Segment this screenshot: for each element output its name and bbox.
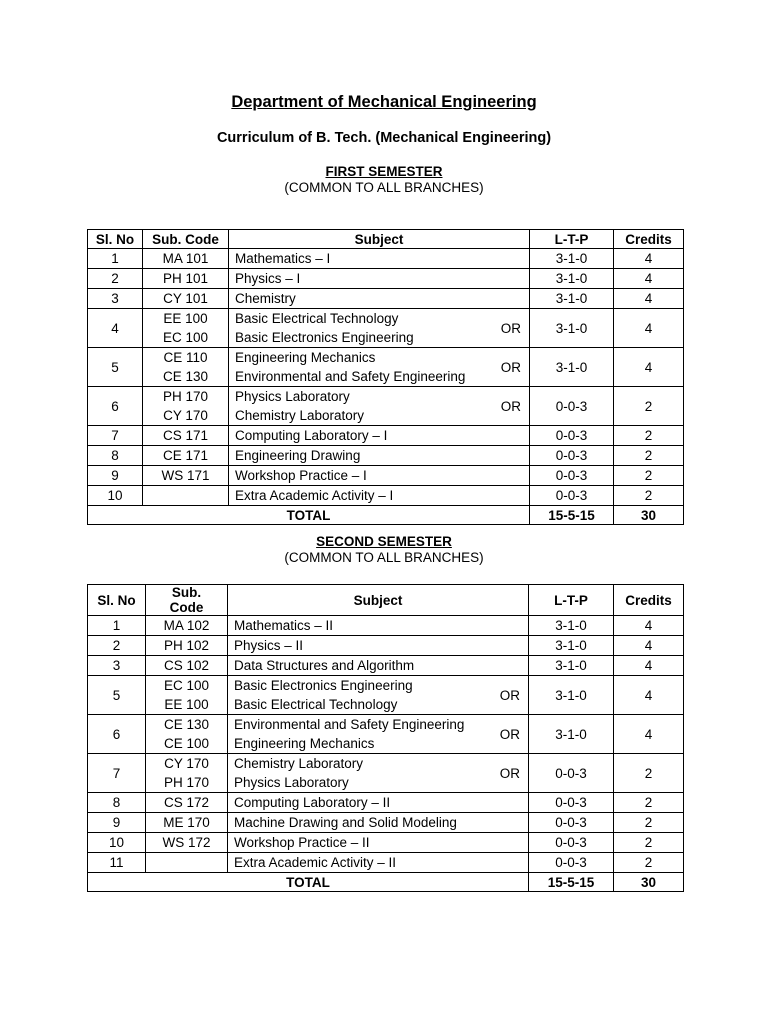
sub-code-cell [146,676,228,715]
subject-name: Basic Electronics Engineering [234,678,413,693]
header-sub-code-top: Sub. [171,585,202,600]
sub-code [146,853,227,872]
credits-cell: 2 [614,754,684,793]
table-row [88,486,684,506]
sub-code: CS 172 [163,795,210,810]
sub-code-cell [143,446,229,466]
subject-cell [228,813,529,833]
subject-name: Physics Laboratory [235,389,350,404]
sub-code: WS 172 [162,835,211,850]
sl-no-cell: 2 [88,636,146,656]
ltp-cell: 0-0-3 [529,813,614,833]
credits-cell: 2 [614,833,684,853]
subject-cell [228,853,529,873]
sub-code-cell [146,616,228,636]
subject-cell [228,715,529,754]
header-credits: Credits [614,585,684,616]
credits-cell: 4 [614,289,684,309]
table-row [88,616,684,636]
sl-no-cell: 8 [88,793,146,813]
subject-name: Basic Electronics Engineering [235,330,414,345]
header-subject: Subject [229,230,530,249]
ltp-cell: 0-0-3 [530,446,614,466]
ltp-cell: 3-1-0 [529,715,614,754]
semester-1-table [87,229,684,525]
or-label: OR [499,688,520,703]
subject-cell [228,754,529,793]
table-row [88,813,684,833]
sub-code-cell [143,249,229,269]
table-row [88,754,684,793]
sub-code: CS 171 [162,428,209,443]
subject-cell [229,269,530,289]
or-label: OR [499,766,520,781]
subject-name: Mathematics – II [234,618,334,633]
table-header-row [88,585,684,616]
table-row [88,676,684,715]
subject-name: Engineering Mechanics [235,350,376,365]
sub-code: PH 102 [163,638,210,653]
sub-code-cell [143,348,229,387]
subject-name: Computing Laboratory – I [235,428,388,443]
table-row [88,656,684,676]
sub-code: CE 130 [162,369,209,384]
or-label: OR [500,360,521,375]
subject-cell [229,426,530,446]
subject-name: Computing Laboratory – II [234,795,391,810]
semester-2-note: (COMMON TO ALL BRANCHES) [284,550,484,565]
total-label: TOTAL [88,873,529,892]
ltp-cell: 3-1-0 [530,348,614,387]
sub-code: EE 100 [164,697,209,712]
sub-code: PH 101 [162,271,209,286]
subject-name: Environmental and Safety Engineering [235,369,466,384]
sub-code-cell [143,309,229,348]
ltp-cell: 0-0-3 [530,426,614,446]
sub-code: EE 100 [163,311,208,326]
sub-code: CE 100 [163,736,210,751]
subject-name: Engineering Mechanics [234,736,375,751]
ltp-cell: 0-0-3 [529,754,614,793]
sub-code: CY 101 [163,291,208,306]
subject-name: Data Structures and Algorithm [234,658,415,673]
total-label: TOTAL [88,506,530,525]
subject-cell [229,486,530,506]
subject-cell [228,676,529,715]
or-label: OR [500,399,521,414]
sub-code: WS 171 [161,468,210,483]
or-label: OR [500,321,521,336]
credits-cell: 4 [614,269,684,289]
ltp-cell: 0-0-3 [529,853,614,873]
credits-cell: 4 [614,656,684,676]
table-row [88,348,684,387]
table-row [88,426,684,446]
page-subtitle: Curriculum of B. Tech. (Mechanical Engineering) [216,130,552,146]
subject-name: Chemistry [235,291,296,306]
semester-2-table [87,584,684,892]
subject-name: Physics – I [235,271,301,286]
sub-code-cell [146,813,228,833]
header-sub-code [146,585,228,616]
subject-name: Workshop Practice – II [234,835,370,850]
semester-1-heading: FIRST SEMESTER [325,164,443,179]
credits-cell: 4 [614,636,684,656]
ltp-cell: 3-1-0 [529,636,614,656]
subject-cell [229,446,530,466]
sub-code: MA 102 [163,618,210,633]
sub-code-cell [146,656,228,676]
sl-no-cell: 8 [88,446,143,466]
credits-cell: 2 [614,793,684,813]
sl-no-cell: 7 [88,426,143,446]
subject-cell [229,289,530,309]
subject-cell [228,616,529,636]
ltp-cell: 3-1-0 [530,269,614,289]
sub-code: CY 170 [163,408,208,423]
sub-code-cell [143,387,229,426]
sl-no-cell: 3 [88,289,143,309]
header-ltp: L-T-P [530,230,614,249]
sub-code-cell [146,715,228,754]
sub-code: CS 102 [163,658,210,673]
credits-cell: 4 [614,309,684,348]
header-sub-code: Sub. Code [143,230,229,249]
credits-cell: 2 [614,466,684,486]
header-sub-code-bottom: Code [169,600,204,615]
table-row [88,446,684,466]
subject-name: Basic Electrical Technology [235,311,399,326]
table-row [88,793,684,813]
sub-code: CE 110 [163,350,208,365]
sub-code: CE 171 [162,448,209,463]
semester-1-body [88,249,684,525]
sl-no-cell: 5 [88,348,143,387]
table-row [88,715,684,754]
credits-cell: 4 [614,676,684,715]
sl-no-cell: 4 [88,309,143,348]
header-subject: Subject [228,585,529,616]
header-ltp: L-T-P [529,585,614,616]
table-row [88,636,684,656]
subject-name: Extra Academic Activity – II [234,855,397,870]
sub-code-cell [146,833,228,853]
semester-2-body [88,616,684,892]
ltp-cell: 0-0-3 [529,793,614,813]
or-label: OR [499,727,520,742]
subject-name: Chemistry Laboratory [234,756,364,771]
ltp-cell: 0-0-3 [530,466,614,486]
total-row [88,506,684,525]
semester-2-heading: SECOND SEMESTER [316,534,452,549]
sub-code: CE 130 [163,717,210,732]
sl-no-cell: 5 [88,676,146,715]
ltp-cell: 3-1-0 [529,676,614,715]
table-row [88,466,684,486]
credits-cell: 2 [614,426,684,446]
sub-code-cell [146,754,228,793]
sub-code-cell [143,466,229,486]
total-credits: 30 [614,506,684,525]
subject-name: Machine Drawing and Solid Modeling [234,815,457,830]
table-row [88,249,684,269]
sl-no-cell: 3 [88,656,146,676]
subject-name: Chemistry Laboratory [235,408,365,423]
sub-code: EC 100 [163,678,210,693]
sl-no-cell: 1 [88,249,143,269]
header-sl-no: Sl. No [88,585,146,616]
subject-cell [229,466,530,486]
subject-cell [229,309,530,348]
table-row [88,289,684,309]
semester-1-note: (COMMON TO ALL BRANCHES) [284,180,484,195]
sl-no-cell: 11 [88,853,146,873]
credits-cell: 4 [614,348,684,387]
total-credits: 30 [614,873,684,892]
sl-no-cell: 9 [88,466,143,486]
header-sl-no: Sl. No [88,230,143,249]
sl-no-cell: 2 [88,269,143,289]
total-row [88,873,684,892]
total-ltp: 15-5-15 [530,506,614,525]
sub-code: PH 170 [162,389,209,404]
sl-no-cell: 6 [88,715,146,754]
sub-code-cell [146,636,228,656]
ltp-cell: 0-0-3 [530,486,614,506]
sub-code-cell [143,289,229,309]
sub-code-cell [146,853,228,873]
sl-no-cell: 10 [88,486,143,506]
sub-code: ME 170 [163,815,210,830]
sub-code-cell [143,486,229,506]
table-row [88,387,684,426]
credits-cell: 4 [614,616,684,636]
subject-cell [228,833,529,853]
subject-name: Extra Academic Activity – I [235,488,394,503]
subject-cell [229,249,530,269]
table-row [88,309,684,348]
subject-cell [229,387,530,426]
credits-cell: 4 [614,715,684,754]
sl-no-cell: 7 [88,754,146,793]
credits-cell: 2 [614,387,684,426]
total-ltp: 15-5-15 [529,873,614,892]
sl-no-cell: 9 [88,813,146,833]
sub-code-cell [143,269,229,289]
sub-code: EC 100 [162,330,209,345]
header-credits: Credits [614,230,684,249]
credits-cell: 2 [614,486,684,506]
subject-name: Physics Laboratory [234,775,349,790]
credits-cell: 2 [614,853,684,873]
credits-cell: 2 [614,446,684,466]
credits-cell: 4 [614,249,684,269]
sub-code: MA 101 [162,251,209,266]
credits-cell: 2 [614,813,684,833]
sub-code-cell [146,793,228,813]
ltp-cell: 3-1-0 [530,289,614,309]
ltp-cell: 0-0-3 [530,387,614,426]
table-row [88,833,684,853]
subject-name: Mathematics – I [235,251,331,266]
sub-code: PH 170 [163,775,210,790]
ltp-cell: 3-1-0 [530,309,614,348]
subject-name: Workshop Practice – I [235,468,367,483]
sub-code: CY 170 [164,756,209,771]
ltp-cell: 3-1-0 [529,616,614,636]
table-row [88,853,684,873]
sl-no-cell: 10 [88,833,146,853]
subject-name: Environmental and Safety Engineering [234,717,465,732]
sl-no-cell: 6 [88,387,143,426]
sl-no-cell: 1 [88,616,146,636]
subject-name: Engineering Drawing [235,448,361,463]
subject-cell [228,793,529,813]
subject-cell [229,348,530,387]
page-title: Department of Mechanical Engineering [231,93,537,111]
ltp-cell: 3-1-0 [529,656,614,676]
subject-cell [228,636,529,656]
table-row [88,269,684,289]
ltp-cell: 3-1-0 [530,249,614,269]
table-header-row [88,230,684,249]
sub-code [143,486,228,505]
subject-name: Physics – II [234,638,304,653]
sub-code-cell [143,426,229,446]
subject-cell [228,656,529,676]
subject-name: Basic Electrical Technology [234,697,398,712]
ltp-cell: 0-0-3 [529,833,614,853]
